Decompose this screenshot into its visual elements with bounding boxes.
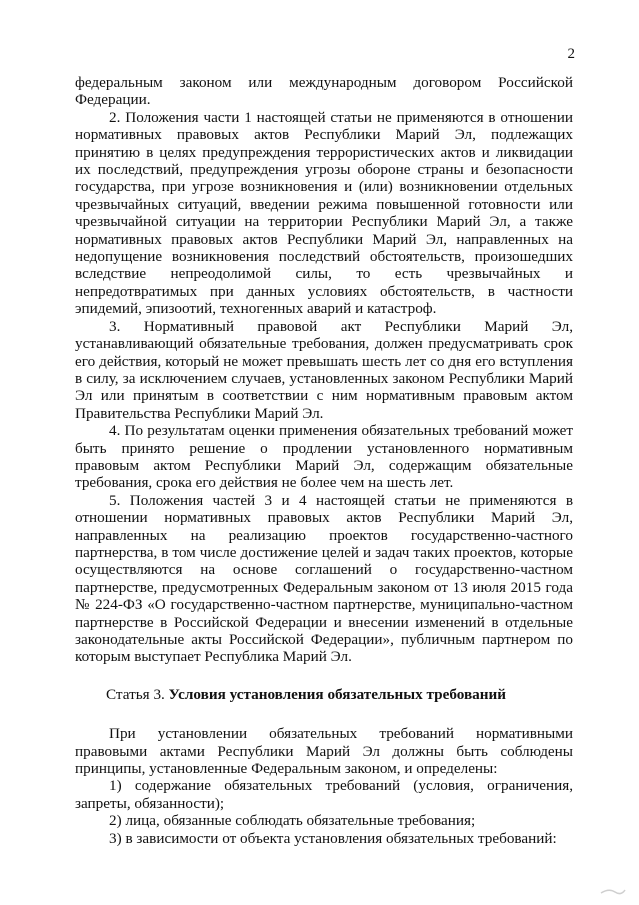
paragraph-5: 5. Положения частей 3 и 4 настоящей статьи не применяются в отношении нормативных правовых актов Республики Марий Эл, направленных на реализацию проектов государственно-частного партнерства, в том числе достижение целей и задач таких проектов, которые осуществляются на основе соглашений о государственно-частном партнерстве, предусмотренных Федеральным законом от 13 июля 2015 года № 224-ФЗ «О государственно-частном партнерстве, муниципально-частном партнерстве в Российской Федерации и внесении изменений в отдельные законодательные акты Российской Федерации», публичным партнером по которым выступает Республика Марий Эл. [75,491,573,666]
scan-mark-icon [599,886,627,896]
article-number: Статья 3. [106,685,165,703]
article-intro: При установлении обязательных требований нормативными правовыми актами Республики Марий Эл должны быть соблюдены принципы, установленные Федеральным законом, и определены: [75,725,573,778]
list-item-2: 2) лица, обязанные соблюдать обязательные требования; [109,812,476,830]
list-item-1: 1) содержание обязательных требований (условия, ограничения, запреты, обязанности); [75,777,573,812]
paragraph-2: 2. Положения части 1 настоящей статьи не применяются в отношении нормативных правовых актов Республики Марий Эл, подлежащих принятию в целях предупреждения террористических актов и ликвидации их последствий, предупреждения угрозы обороне страны и безопасности государства, при угрозе возникновения и (или) возникновении отдельных чрезвычайных ситуаций, введении режима повышенной готовности или чрезвычайной ситуации на территории Республики Марий Эл, а также нормативных правовых актов Республики Марий Эл, направленных на недопущение возникновения последствий обстоятельств, произошедших вследствие непреодолимой силы, то есть чрезвычайных и непредотвратимых при данных условиях обстоятельств, в частности эпидемий, эпизоотий, техногенных аварий и катастроф. [75,108,573,318]
paragraph-4: 4. По результатам оценки применения обязательных требований может быть принято решение о продлении установленного нормативным правовым актом Республики Марий Эл, содержащим обязательные требования, срока его действия не более чем на шесть лет. [75,422,573,492]
paragraph-3: 3. Нормативный правовой акт Республики Марий Эл, устанавливающий обязательные требования, должен предусматривать срок его действия, который не может превышать шесть лет со дня его вступления в силу, за исключением случаев, установленных законом Республики Марий Эл или принятым в соответствии с ним нормативным правовым актом Правительства Республики Марий Эл. [75,317,573,422]
list-item-3: 3) в зависимости от объекта установления обязательных требований: [109,829,557,847]
paragraph-continuation: федеральным законом или международным договором Российской Федерации. [75,74,573,109]
document-body [75,74,573,847]
article-title: Условия установления обязательных требований [168,685,507,703]
article-heading [75,686,573,703]
page-number: 2 [567,46,575,62]
